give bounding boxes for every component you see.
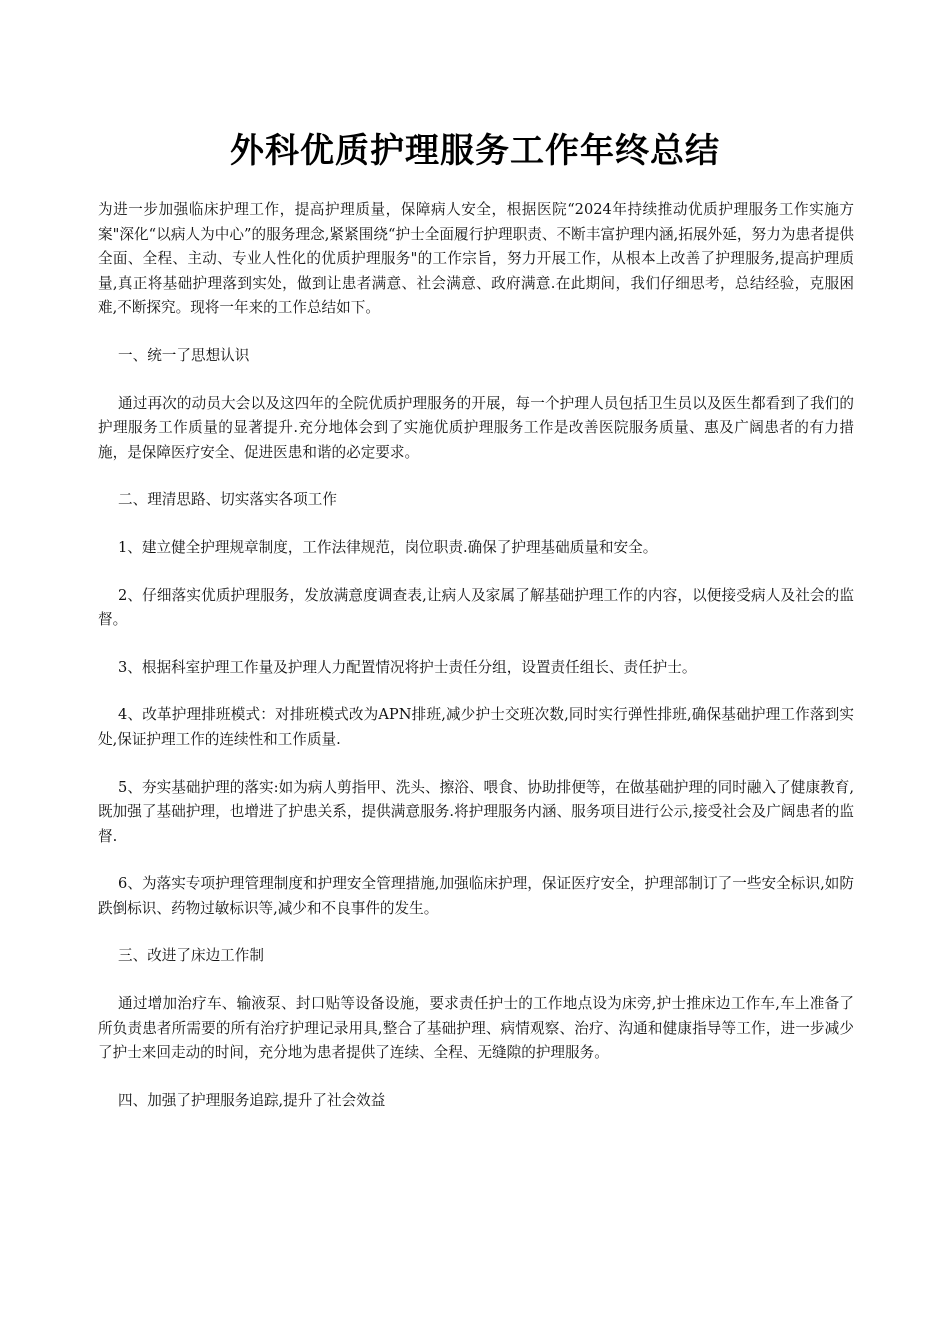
intro-paragraph: 为进一步加强临床护理工作，提高护理质量，保障病人安全，根据医院“2024年持续推动优质护理服务工作实施方案"深化“以病人为中心”的服务理念,紧紧围绕“护士全面履行护理职责、不断丰富护理内涵,拓展外延，努力为患者提供全面、全程、主动、专业人性化的优质护理服务"的工作宗旨，努力开展工作，从根本上改善了护理服务,提高护理质量,真正将基础护理落到实处，做到让患者满意、社会满意、政府满意.在此期间，我们仔细思考，总结经验，克服困难,不断探究。现将一年来的工作总结如下。 xyxy=(98,201,854,317)
list-item-3: 3、根据科室护理工作量及护理人力配置情况将护士责任分组，设置责任组长、责任护士。 xyxy=(118,658,697,676)
list-item-5: 5、夯实基础护理的落实:如为病人剪指甲、洗头、擦浴、喂食、协助排便等，在做基础护理的同时融入了健康教育,既加强了基础护理，也增进了护患关系，提供满意服务.将护理服务内涵、服务项目进行公示,接受社会及广阔患者的监督. xyxy=(98,778,854,845)
document-body xyxy=(98,198,854,1136)
section-heading-3: 三、改进了床边工作制 xyxy=(118,947,264,965)
list-item-2: 2、仔细落实优质护理服务，发放满意度调查表,让病人及家属了解基础护理工作的内容，以便接受病人及社会的监督。 xyxy=(98,586,854,629)
document-title: 外科优质护理服务工作年终总结 xyxy=(230,131,720,171)
section-heading-1: 一、统一了思想认识 xyxy=(118,346,250,364)
body-paragraph: 通过再次的动员大会以及这四年的全院优质护理服务的开展，每一个护理人员包括卫生员以及医生都看到了我们的护理服务工作质量的显著提升.充分地体会到了实施优质护理服务工作是改善医院服务质量、惠及广阔患者的有力措施，是保障医疗安全、促进医患和谐的必定要求。 xyxy=(98,394,854,461)
section-heading-4: 四、加强了护理服务追踪,提升了社会效益 xyxy=(118,1091,386,1109)
list-item-1: 1、建立健全护理规章制度，工作法律规范，岗位职责.确保了护理基础质量和安全。 xyxy=(118,538,658,556)
list-item-6: 6、为落实专项护理管理制度和护理安全管理措施,加强临床护理，保证医疗安全，护理部制订了一些安全标识,如防跌倒标识、药物过敏标识等,减少和不良事件的发生。 xyxy=(98,875,854,917)
list-item-4: 4、改革护理排班模式：对排班模式改为APN排班,减少护士交班次数,同时实行弹性排班,确保基础护理工作落到实处,保证护理工作的连续性和工作质量. xyxy=(98,706,854,748)
section-heading-2: 二、理清思路、切实落实各项工作 xyxy=(118,491,337,509)
body-paragraph: 通过增加治疗车、输液泵、封口贴等设备设施，要求责任护士的工作地点设为床旁,护士推床边工作车,车上准备了所负责患者所需要的所有治疗护理记录用具,整合了基础护理、病情观察、治疗、沟通和健康指导等工作，进一步减少了护士来回走动的时间，充分地为患者提供了连续、全程、无缝隙的护理服务。 xyxy=(98,995,854,1062)
